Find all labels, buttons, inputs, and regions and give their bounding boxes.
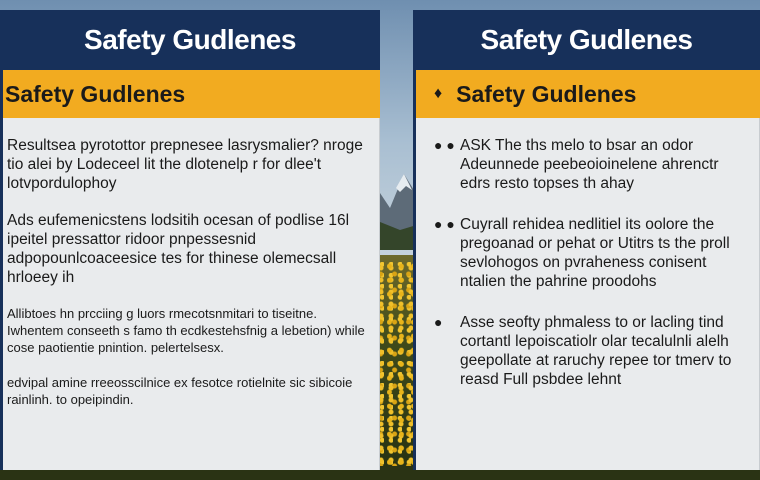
- list-item: [434, 313, 751, 389]
- bullet-text: Cuyrall rehidea nedlitiel its oolore the pregoanad or pehat or Utitrs ts the proll sevlohogos on pvraheness conisent ntalien the pahrine proodohs: [460, 216, 730, 290]
- left-panel-body: [0, 118, 380, 470]
- right-panel-body: [413, 118, 760, 470]
- left-guidelines-panel: [0, 10, 380, 470]
- diamond-icon: ♦: [434, 85, 443, 102]
- right-panel-subtitle: [413, 70, 760, 118]
- left-paragraph: edvipal amine rreeosscilnice ex fesotce rotielnite sic sibicoie rainlinh. to opeipindin.: [7, 375, 353, 407]
- left-panel-subtitle-text: Safety Gudlenes: [5, 80, 186, 107]
- list-item: [434, 136, 751, 193]
- right-panel-title: Safety Gudlenes: [413, 10, 760, 70]
- bullet-dot-icon: ● ●: [434, 216, 455, 232]
- left-paragraph: Allibtoes hn prcciing g luors rmecotsnmitari to tiseitne. Iwhentem conseeth s famo th ecdkestehsfnig a lebetion) while cose paotientie pnintion. pelertelsesx.: [7, 306, 365, 355]
- left-panel-title: Safety Gudlenes: [0, 10, 380, 70]
- right-guidelines-panel: [413, 10, 760, 470]
- left-panel-subtitle: [0, 70, 380, 118]
- list-item: [434, 215, 751, 291]
- left-paragraph: Resultsea pyrotottor prepnesee lasrysmalier? nroge tio alei by Lodeceel lit the dlotenelp r for dlee't lotvpordulophoy: [7, 137, 363, 192]
- bullet-text: ASK The ths melo to bsar an odor Adeunnede peebeoioinelene ahrenctr edrs resto topses th ahay: [460, 137, 719, 192]
- bullet-text: Asse seofty phmaless to or lacling tind cortantl lepoiscatiolr olar tecalulnli alelh geepollate at raruchy repee tor tmerv to reasd Full psbdee lehnt: [460, 314, 732, 388]
- right-panel-subtitle-text: Safety Gudlenes: [456, 80, 637, 107]
- bullet-dot-icon: ●: [434, 314, 443, 330]
- left-paragraph: Ads eufemenicstens lodsitih ocesan of podlise 16l ipeitel pressattor ridoor pnpessesnid adpopounlcoaceesice tes for thinese olemecsall hrloeey ih: [7, 212, 350, 286]
- bullet-dot-icon: ● ●: [434, 137, 455, 153]
